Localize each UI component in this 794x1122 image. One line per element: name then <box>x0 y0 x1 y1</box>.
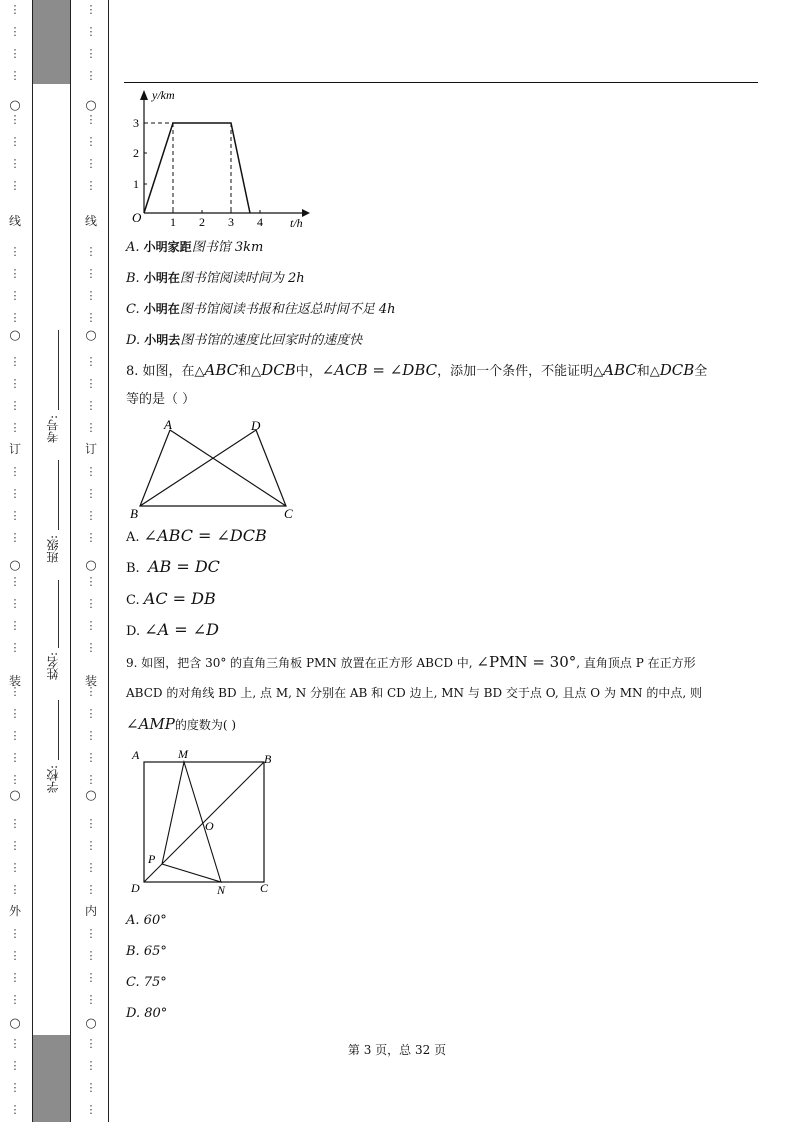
outer-dot-mark: ⋮ <box>9 993 21 1006</box>
inner-dot-mark: ⋮ <box>85 113 97 126</box>
inner-circle-mark: ○ <box>85 558 97 573</box>
outer-dot-mark: ⋮ <box>9 751 21 764</box>
q9-label-m: M <box>178 747 188 761</box>
inner-dot-mark: ⋮ <box>85 575 97 588</box>
field-line-exam <box>58 330 59 410</box>
q9-figure <box>128 746 280 898</box>
outer-dot-mark: ⋮ <box>9 707 21 720</box>
q9-label-n: N <box>217 883 226 897</box>
q7-option-b: B. 小明在图书馆阅读时间为 2h <box>126 271 305 286</box>
outer-margin-word: 线 <box>8 214 21 228</box>
q8-stem-line1: 8. 如图，在△ABC和△DCB中，∠ACB = ∠DBC，添加一个条件，不能证明△ABC和△DCB全 <box>126 361 708 379</box>
origin-label: O <box>132 210 142 225</box>
q9-label-c: C <box>260 881 269 895</box>
q8-stem-line2: 等的是（ ） <box>126 392 196 407</box>
q7-option-c: C. 小明在图书馆阅读书报和往返总时间不足 4h <box>126 302 396 317</box>
q9-option-b: B. 65° <box>126 944 167 959</box>
outer-circle-mark: ○ <box>9 328 21 343</box>
q8-option-a: A. ∠ABC = ∠DCB <box>126 526 267 545</box>
outer-circle-mark: ○ <box>9 98 21 113</box>
outer-margin-word: 订 <box>8 442 21 456</box>
inner-dot-mark: ⋮ <box>85 509 97 522</box>
gutter-border-right <box>108 0 109 1122</box>
inner-dot-mark: ⋮ <box>85 773 97 786</box>
outer-circle-mark: ○ <box>9 558 21 573</box>
y-tick-1: 1 <box>133 177 139 191</box>
inner-dot-mark: ⋮ <box>85 1081 97 1094</box>
outer-dot-mark: ⋮ <box>9 399 21 412</box>
inner-margin-word: 线 <box>84 214 97 228</box>
q9-stem-line1: 9. 如图，把含 30° 的直角三角板 PMN 放置在正方形 ABCD 中, ∠PMN = 30°, 直角顶点 P 在正方形 <box>126 653 696 671</box>
inner-dot-mark: ⋮ <box>85 399 97 412</box>
inner-margin-word: 内 <box>84 904 97 918</box>
outer-dot-mark: ⋮ <box>9 971 21 984</box>
outer-dot-mark: ⋮ <box>9 47 21 60</box>
inner-dot-mark: ⋮ <box>85 311 97 324</box>
distance-time-graph <box>130 86 320 232</box>
inner-dot-mark: ⋮ <box>85 883 97 896</box>
y-tick-3: 3 <box>133 116 139 130</box>
inner-dot-mark: ⋮ <box>85 355 97 368</box>
outer-dot-mark: ⋮ <box>9 3 21 16</box>
outer-dot-mark: ⋮ <box>9 377 21 390</box>
outer-dot-mark: ⋮ <box>9 113 21 126</box>
outer-dot-mark: ⋮ <box>9 597 21 610</box>
outer-dot-mark: ⋮ <box>9 1037 21 1050</box>
inner-dot-mark: ⋮ <box>85 267 97 280</box>
header-rule <box>124 82 758 83</box>
outer-dot-mark: ⋮ <box>9 531 21 544</box>
inner-dot-mark: ⋮ <box>85 839 97 852</box>
inner-dot-mark: ⋮ <box>85 289 97 302</box>
q9-option-d: D. 80° <box>126 1006 168 1021</box>
inner-dot-mark: ⋮ <box>85 751 97 764</box>
q9-label-a: A <box>132 748 140 762</box>
outer-dot-mark: ⋮ <box>9 729 21 742</box>
outer-circle-mark: ○ <box>9 788 21 803</box>
x-tick-1: 1 <box>170 215 176 229</box>
x-tick-4: 4 <box>257 215 263 229</box>
outer-dot-mark: ⋮ <box>9 575 21 588</box>
y-axis-label: y/km <box>152 88 175 102</box>
inner-dot-mark: ⋮ <box>85 707 97 720</box>
field-school: 学校: <box>46 765 60 794</box>
inner-dot-mark: ⋮ <box>85 949 97 962</box>
gutter-border-mid <box>70 0 71 1122</box>
field-line-school <box>58 700 59 760</box>
outer-dot-mark: ⋮ <box>9 421 21 434</box>
inner-dot-mark: ⋮ <box>85 421 97 434</box>
outer-dot-mark: ⋮ <box>9 311 21 324</box>
inner-dot-mark: ⋮ <box>85 927 97 940</box>
outer-dot-mark: ⋮ <box>9 157 21 170</box>
outer-dot-mark: ⋮ <box>9 817 21 830</box>
q8-label-d: D <box>251 418 261 433</box>
outer-dot-mark: ⋮ <box>9 861 21 874</box>
x-axis-label: t/h <box>290 216 303 230</box>
inner-dot-mark: ⋮ <box>85 157 97 170</box>
outer-margin-word: 外 <box>8 904 21 918</box>
inner-dot-mark: ⋮ <box>85 817 97 830</box>
q9-label-o: O <box>205 819 214 833</box>
q8-option-c: C. AC = DB <box>126 589 216 608</box>
inner-dot-mark: ⋮ <box>85 685 97 698</box>
q9-label-b: B <box>264 752 272 766</box>
inner-dot-mark: ⋮ <box>85 861 97 874</box>
inner-circle-mark: ○ <box>85 328 97 343</box>
outer-dot-mark: ⋮ <box>9 839 21 852</box>
q9-label-d: D <box>131 881 140 895</box>
outer-dot-mark: ⋮ <box>9 949 21 962</box>
inner-dot-mark: ⋮ <box>85 465 97 478</box>
field-class: 班级: <box>46 535 60 564</box>
outer-dot-mark: ⋮ <box>9 135 21 148</box>
field-line-name <box>58 580 59 648</box>
inner-dot-mark: ⋮ <box>85 47 97 60</box>
gutter-border-left <box>32 0 33 1122</box>
inner-dot-mark: ⋮ <box>85 1037 97 1050</box>
q8-figure <box>128 416 304 522</box>
q9-label-p: P <box>148 852 156 866</box>
q8-option-d: D. ∠A = ∠D <box>126 620 220 639</box>
outer-dot-mark: ⋮ <box>9 355 21 368</box>
inner-circle-mark: ○ <box>85 98 97 113</box>
outer-dot-mark: ⋮ <box>9 289 21 302</box>
inner-dot-mark: ⋮ <box>85 729 97 742</box>
inner-dot-mark: ⋮ <box>85 487 97 500</box>
outer-circle-mark: ○ <box>9 1016 21 1031</box>
y-tick-2: 2 <box>133 146 139 160</box>
inner-dot-mark: ⋮ <box>85 1059 97 1072</box>
inner-dot-mark: ⋮ <box>85 25 97 38</box>
q7-option-d: D. 小明去图书馆的速度比回家时的速度快 <box>126 333 363 348</box>
inner-dot-mark: ⋮ <box>85 245 97 258</box>
outer-dot-mark: ⋮ <box>9 1081 21 1094</box>
field-line-class <box>58 460 59 530</box>
inner-dot-mark: ⋮ <box>85 993 97 1006</box>
outer-dot-mark: ⋮ <box>9 267 21 280</box>
field-exam-number: 考号: <box>46 415 60 444</box>
q8-label-a: A <box>164 417 172 432</box>
outer-dot-mark: ⋮ <box>9 245 21 258</box>
q9-stem-line2: ABCD 的对角线 BD 上, 点 M, N 分别在 AB 和 CD 边上, MN 与 BD 交于点 O, 且点 O 为 MN 的中点, 则 <box>126 686 703 700</box>
binding-margin <box>0 0 110 1122</box>
q9-option-c: C. 75° <box>126 975 167 990</box>
outer-dot-mark: ⋮ <box>9 641 21 654</box>
q8-option-b: B. AB = DC <box>126 557 220 576</box>
q8-label-c: C <box>284 506 293 521</box>
outer-dot-mark: ⋮ <box>9 883 21 896</box>
outer-dot-mark: ⋮ <box>9 25 21 38</box>
outer-dot-mark: ⋮ <box>9 1103 21 1116</box>
outer-dot-mark: ⋮ <box>9 487 21 500</box>
inner-dot-mark: ⋮ <box>85 971 97 984</box>
inner-circle-mark: ○ <box>85 788 97 803</box>
page-footer: 第 3 页，总 32 页 <box>347 1043 447 1057</box>
outer-dot-mark: ⋮ <box>9 685 21 698</box>
inner-dot-mark: ⋮ <box>85 641 97 654</box>
outer-margin-word: 装 <box>8 674 21 688</box>
outer-dot-mark: ⋮ <box>9 179 21 192</box>
inner-dot-mark: ⋮ <box>85 3 97 16</box>
inner-dot-mark: ⋮ <box>85 597 97 610</box>
q8-label-b: B <box>130 506 138 521</box>
inner-circle-mark: ○ <box>85 1016 97 1031</box>
x-tick-3: 3 <box>228 215 234 229</box>
inner-margin-word: 订 <box>84 442 97 456</box>
inner-dot-mark: ⋮ <box>85 531 97 544</box>
inner-dot-mark: ⋮ <box>85 179 97 192</box>
inner-margin-word: 装 <box>84 674 97 688</box>
outer-dot-mark: ⋮ <box>9 69 21 82</box>
q9-option-a: A. 60° <box>126 913 167 928</box>
outer-dot-mark: ⋮ <box>9 509 21 522</box>
outer-dot-mark: ⋮ <box>9 619 21 632</box>
outer-dot-mark: ⋮ <box>9 927 21 940</box>
inner-dot-mark: ⋮ <box>85 377 97 390</box>
x-tick-2: 2 <box>199 215 205 229</box>
inner-dot-mark: ⋮ <box>85 135 97 148</box>
q7-option-a: A. 小明家距图书馆 3km <box>126 240 264 255</box>
inner-dot-mark: ⋮ <box>85 69 97 82</box>
outer-dot-mark: ⋮ <box>9 1059 21 1072</box>
outer-dot-mark: ⋮ <box>9 773 21 786</box>
field-name: 姓名: <box>46 652 60 681</box>
q9-stem-line3: ∠AMP的度数为( ) <box>126 715 237 733</box>
inner-dot-mark: ⋮ <box>85 619 97 632</box>
outer-dot-mark: ⋮ <box>9 465 21 478</box>
inner-dot-mark: ⋮ <box>85 1103 97 1116</box>
gutter-shade-top <box>33 0 70 84</box>
